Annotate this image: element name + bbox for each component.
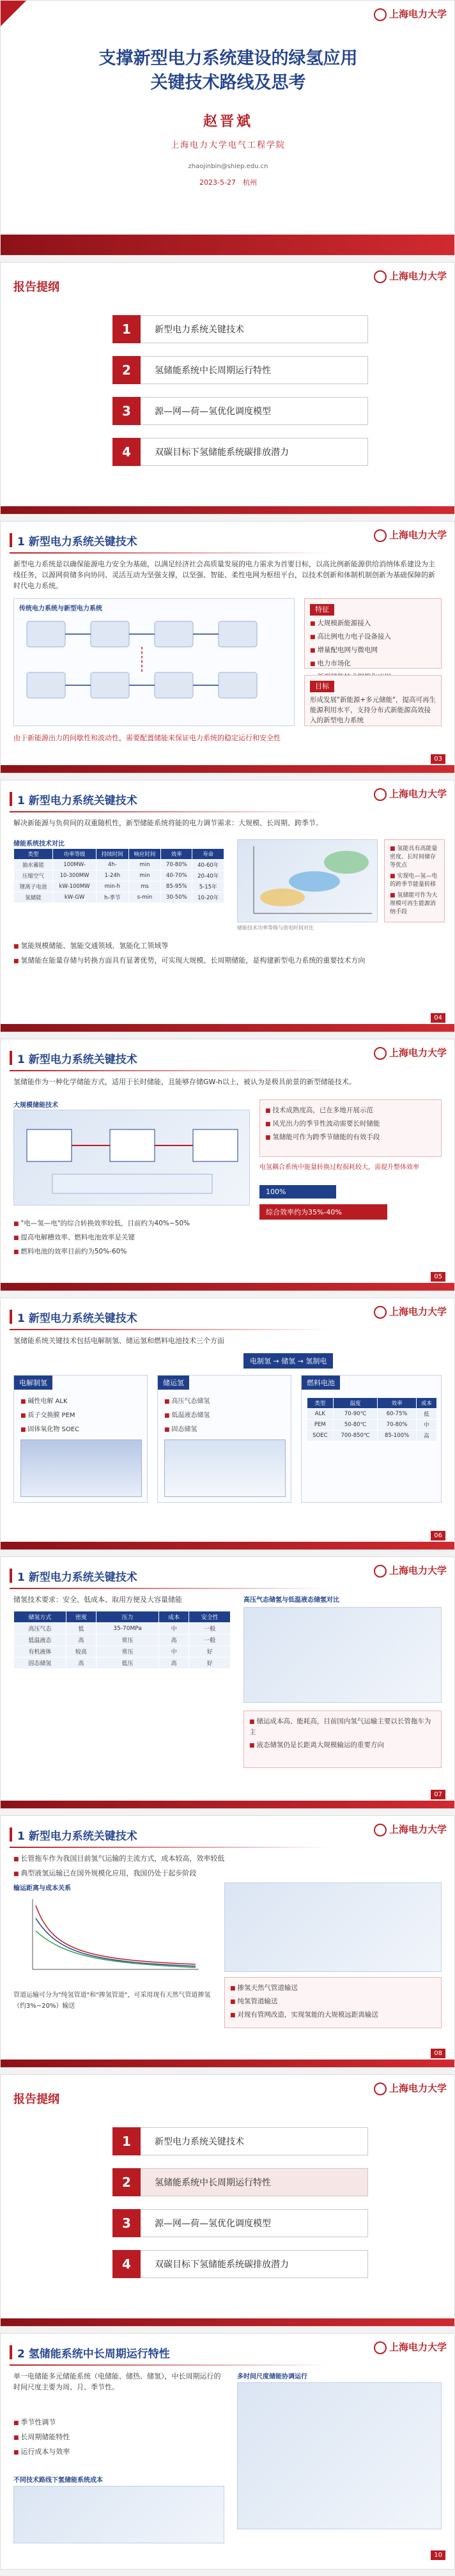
chart-title: 输运距离与成本关系 [13,1885,71,1892]
bottom-band [1,1801,455,1808]
point-item: ■ 氢储能可作为跨季节储能的有效手段 [265,1132,436,1143]
cell: 1-24h [96,871,129,881]
point-item: ■ 高压气态储氢 [164,1396,210,1408]
point-item: ■ 氢能具有高能量密度、长时间储存等优点 [390,845,439,870]
bullet-item: ■ 氢储能在能量存储与转换方面具有显著优势，可实现大规模、长周期储能，是构建新型电力系统的重要技术方向 [13,955,435,967]
table-row [14,1623,231,1634]
cell: 4h- [96,860,129,871]
toc-number: 2 [112,2168,141,2196]
author-name: 赵晋斌 [203,113,253,130]
cell: 85-100% [378,1431,416,1441]
bottom-band [1,235,455,255]
cell: 抽水蓄能 [14,860,53,871]
cell: 60-75% [378,1409,416,1420]
bottom-band [1,2318,455,2326]
cell: 高 [66,1634,96,1646]
point-item: ■ 固体氧化物 SOEC [20,1424,79,1436]
toc-item-3[interactable] [112,2209,368,2237]
page-number: 04 [431,1013,445,1023]
cell: 一般 [189,1623,231,1634]
section-header [10,1050,137,1066]
section-header [10,1826,137,1843]
section-header [10,791,137,807]
bullet-item: ■ 运行成本与效率 [13,2446,224,2458]
feature-item: ■ 电力市场化 [310,658,436,669]
toc-label: 氢储能系统中长周期运行特性 [141,356,368,384]
section-title: 1 新型电力系统关键技术 [17,794,137,807]
header-line [10,552,329,554]
slide-10 [0,2333,455,2570]
table-row [307,1409,437,1420]
toc-label: 氢储能系统中长周期运行特性 [141,2168,368,2196]
goal-text: 形成发展"新能源+多元储能"，提高可再生能源利用水平，支持分布式新能源高效接入的新型电力系统 [310,696,436,724]
intro-bullets [13,1853,442,1882]
seal-icon [374,2341,387,2354]
logo-text: 上海电力大学 [389,2341,447,2353]
cell: min [128,871,161,881]
bullet-item: ■ 氢能规模储能、氢能交通领域、氢能化工领域等 [13,940,435,952]
cell: min-h [96,881,129,892]
fuel-cell-panel [301,1375,442,1503]
section-title: 1 新型电力系统关键技术 [17,535,137,548]
cell: 70-80% [378,1420,416,1431]
logo-text: 上海电力大学 [389,788,447,800]
section-header [10,1567,137,1584]
page-number: 06 [431,1531,445,1540]
cell: 5-15年 [192,881,224,892]
table-row [307,1420,437,1431]
efficiency-bar-full: 100% [259,1185,336,1199]
cell: 高 [158,1634,189,1646]
bottom-band [1,506,455,514]
university-logo [374,1046,447,1060]
toc-number: 3 [112,397,141,425]
header-bar [10,533,12,547]
table-header: 成本 [416,1398,436,1409]
toc-title: 报告提纲 [13,2093,59,2106]
cell: 好 [189,1646,231,1657]
bullet-item: ■ 季节性调节 [13,2417,224,2429]
toc-number: 1 [112,2127,141,2155]
cell: 高 [416,1431,436,1441]
cell: 较高 [66,1646,96,1657]
tank-image [164,1439,286,1497]
right-points-panel [224,1977,442,2028]
bottom-band [1,1283,455,1291]
toc-label: 源—网—荷—氢优化调度模型 [141,2209,368,2237]
university-logo [374,1305,447,1319]
point-item: ■ 纯氢管道输送 [230,1996,436,2007]
electrolyzer-image [20,1439,142,1497]
toc-item-1[interactable] [112,315,368,343]
panel-title: 燃料电池 [302,1376,340,1390]
logo-text: 上海电力大学 [389,8,447,20]
cell: 固态储氢 [14,1657,66,1669]
storage-system-image [13,1110,250,1206]
toc-item-4[interactable] [112,2250,368,2278]
cell: kW-100MW [53,881,96,892]
slide-toc-2 [0,2074,455,2327]
point-item: ■ 掺氢天然气管道输送 [230,1983,436,1994]
table-row [307,1431,437,1441]
toc-label: 双碳目标下氢储能系统碳排放潜力 [141,2250,368,2278]
chart-caption: 储能技术功率等级与放电时间对比 [237,925,314,931]
table-header: 安全性 [189,1611,231,1623]
seal-icon [374,2083,387,2095]
table-header: 响应时间 [128,849,161,860]
slide-03 [0,521,455,773]
seal-icon [374,1306,387,1319]
page-number: 08 [431,2049,445,2058]
cell: 中 [416,1420,436,1431]
chart-note: 管道运输可分为"纯氢管道"和"掺氢管道"，可采用现有天然气管道掺氢（约3%~20%）输送 [13,1992,211,2010]
toc-item-2[interactable] [112,2168,368,2196]
header-line [10,1070,329,1071]
header-bar [10,792,12,806]
point-item: ■ 氢储能可作为大规模可再生能源消纳手段 [390,892,439,917]
panel-title: 电解制氢 [14,1376,52,1390]
university-logo [374,787,447,801]
intro-text: 氢储能系统关键技术包括电解制氢、储运氢和燃料电池技术三个方面 [13,1337,224,1345]
seal-icon [374,788,387,801]
cell: 85-95% [161,881,192,892]
header-line [10,1588,329,1589]
toc-number: 3 [112,2209,141,2237]
table-row [14,892,224,903]
logo-text: 上海电力大学 [389,1565,447,1576]
cell: ms [128,881,161,892]
electrolysis-panel [13,1375,148,1503]
header-bar [10,2345,12,2359]
cell: 70-80% [161,860,192,871]
comparison-title: 高压气态储氢与低温液态储氢对比 [243,1597,339,1604]
logo-text: 上海电力大学 [389,2083,447,2094]
section-title: 1 新型电力系统关键技术 [17,1571,137,1584]
bottom-band [1,1542,455,1549]
table-row [14,871,224,881]
table-header: 压力 [96,1611,159,1623]
bottom-band [1,1024,455,1032]
bottom-note: 由于新能源出力的间歇性和波动性，需要配置储能来保证电力系统的稳定运行和安全性 [13,734,281,742]
bottom-band [1,2060,455,2067]
cell: 40-70% [161,871,192,881]
table-header: 持续时间 [96,849,129,860]
header-bar [10,1569,12,1583]
hydrogen-storage-table [13,1611,231,1669]
cell: ALK [307,1409,334,1420]
table-header: 成本 [158,1611,189,1623]
toc-number: 1 [112,315,141,343]
table-header: 温度 [333,1398,378,1409]
cell: 高压气态 [14,1623,66,1634]
cell: 一般 [189,1634,231,1646]
table-header: 密度 [66,1611,96,1623]
table-title: 储能系统技术对比 [13,841,65,848]
point-item: ■ 质子交换膜 PEM [20,1410,79,1422]
section-header [10,532,137,548]
power-system-diagram [14,612,295,727]
cell: 压缩空气 [14,871,53,881]
cell: 700-850℃ [333,1431,378,1441]
cell: 好 [189,1657,231,1669]
cell: 20-40年 [192,871,224,881]
point-item: ■ 固态储氢 [164,1424,210,1436]
university-logo [374,1563,447,1578]
features-panel [304,598,442,669]
cell: 35-70MPa [96,1623,159,1634]
diagram-title: 多时间尺度储能协调运行 [237,2373,307,2380]
table-header: 寿命 [192,849,224,860]
cell: kW-GW [53,892,96,903]
intro-text: 单一电储能多元储能系统（电储能、储热、储氢），中长周期运行的时间尺度主要为周、月、季节性。 [13,2372,221,2391]
seal-icon [374,1824,387,1836]
bullet-item: ■ 提高电解槽效率、燃料电池效率是关键 [13,1232,250,1244]
cell: 中 [158,1623,189,1634]
cell: 常压 [96,1634,159,1646]
goal-tag: 目标 [310,681,334,692]
cell: 40-60年 [192,860,224,871]
feature-item: ■ 增量配电网与微电网 [310,645,436,656]
point-item: ■ 碱性电解 ALK [20,1396,79,1408]
date-location: 2023-5-27 杭州 [199,178,257,187]
cell: 70-90℃ [333,1409,378,1420]
seal-icon [374,1565,387,1578]
section-header [10,2344,170,2361]
cell: 50-80℃ [333,1420,378,1431]
section-header [10,1308,137,1325]
cell: 低 [416,1409,436,1420]
efficiency-bar-result: 综合效率约为35%-40% [259,1204,387,1220]
toc-number: 2 [112,356,141,384]
header-line [10,2364,329,2366]
electrolyzer-table [307,1397,437,1441]
feature-item: ■ 大规模新能源接入 [310,618,436,629]
seal-icon [374,8,387,21]
table-header: 效率 [161,849,192,860]
title-line-1: 支撑新型电力系统建设的绿氢应用 [98,49,358,68]
right-points-panel [259,1099,442,1157]
right-points-panel [384,839,445,922]
bullet-item: ■ 典型液氢运输已在国外规模化应用，我国仍处于起步阶段 [13,1868,442,1880]
intro-text: 储氢技术要求：安全、低成本、取用方便及大容量储能 [13,1595,182,1604]
cell: 100MW- [53,860,96,871]
cell: 10-20年 [192,892,224,903]
table-header: 类型 [307,1398,334,1409]
header-line [10,1329,329,1330]
header-bar [10,1051,12,1065]
table-row [14,1657,231,1669]
seal-icon [374,529,387,542]
left-bullets [13,2417,224,2461]
section-title: 1 新型电力系统关键技术 [17,1829,137,1843]
multi-timescale-diagram [237,2382,442,2529]
table-title: 不同技术路线下氢储能系统成本 [13,2477,103,2484]
point-item: ■ 储运成本高、能耗高，目前国内氢气运输主要以长管拖车为主 [249,1716,436,1737]
page-number: 07 [431,1790,445,1799]
cell: s-min [128,892,161,903]
logo-text: 上海电力大学 [389,1306,447,1317]
table-header: 类型 [14,849,53,860]
cell: 氢储能 [14,892,53,903]
slide-06 [0,1298,455,1550]
presentation-title [1,47,455,95]
tech-chain-badge: 电制氢 → 储氢 → 氢制电 [243,1353,333,1369]
cell: 锂离子电池 [14,881,53,892]
table-row [14,1646,231,1657]
header-line [10,1847,329,1848]
goal-panel [304,675,442,726]
storage-transport-panel [157,1375,291,1503]
toc-label: 源—网—荷—氢优化调度模型 [141,397,368,425]
university-logo [374,2081,447,2095]
email: zhaojinbin@shiep.edu.cn [188,163,268,170]
header-line [10,811,329,812]
logo-text: 上海电力大学 [389,529,447,541]
slide-07 [0,1556,455,1809]
toc-item-4[interactable] [112,438,368,466]
cell: 低压 [96,1657,159,1669]
cell: 低温液态 [14,1634,66,1646]
section-title: 2 氢储能系统中长周期运行特性 [17,2347,170,2361]
cell: SOEC [307,1431,334,1441]
red-points-panel [243,1711,442,1768]
diagram-title: 传统电力系统与新型电力系统 [19,605,102,612]
university-logo [374,7,447,21]
efficiency-note: 电氢耦合系统中能量转换过程损耗较大，需提升整体效率 [259,1164,419,1171]
diagram-title: 大规模储能技术 [13,1102,58,1109]
table-row [14,881,224,892]
seal-icon [374,1047,387,1060]
point-item: ■ 实现电—氢—电的跨季节能量转移 [390,873,439,889]
storage-chart [238,840,378,923]
cell: 30-50% [161,892,192,903]
bullet-item: ■ 燃料电池的效率目前约为50%-60% [13,1246,250,1258]
title-line-2: 关键技术路线及思考 [150,73,306,93]
cell: 低 [66,1623,96,1634]
intro-text: 氢储能作为一种化学储能方式，适用于长时储能，且能够存储GW-h以上，被认为是极具前景的新型储能技术。 [13,1078,356,1086]
affiliation: 上海电力大学电气工程学院 [170,141,286,150]
university-logo [374,1822,447,1836]
panel-title: 储运氢 [158,1376,189,1390]
bottom-bullets [13,1218,250,1261]
header-bar [10,1310,12,1324]
cell: 高 [66,1657,96,1669]
cell: h-季节 [96,892,129,903]
logo-text: 上海电力大学 [389,1824,447,1835]
cost-table-image [13,2486,224,2543]
toc-label: 双碳目标下氢储能系统碳排放潜力 [141,438,368,466]
storage-table [13,848,224,903]
cost-distance-chart [13,1893,205,1982]
intro-text: 新型电力系统是以确保能源电力安全为基础，以满足经济社会高质量发展的电力需求为首要目标，以高比例新能源供给消纳体系建设为主线任务，以源网荷储多向协同、灵活互动为坚强支撑，以坚强、智能、柔性电网为枢纽平台，以技术创新和体制机制创新为基础保障的新时代电力系统。 [13,560,435,590]
university-logo [374,2340,447,2354]
page-number: 05 [431,1272,445,1282]
feature-item: ■ 高比例电力电子设备接入 [310,632,436,642]
page-number: 10 [431,2550,445,2560]
table-header: 效率 [378,1398,416,1409]
features-list [310,618,436,683]
slide-title [0,0,455,256]
university-logo [374,269,447,283]
toc-number: 4 [112,2250,141,2278]
features-tag: 特征 [310,604,334,616]
slide-05 [0,1039,455,1291]
slide-04 [0,780,455,1032]
intro-text: 解决新能源与负荷间的双重随机性，新型储能系统将能的电力调节需求：大规模、长周期、跨季节。 [13,819,323,827]
toc-item-3[interactable] [112,397,368,425]
corner-decoration [1,1,26,26]
bullet-item: ■ "电—氢—电"的综合转换效率较低，目前约为40%~50% [13,1218,250,1230]
toc-number: 4 [112,438,141,466]
toc-label: 新型电力系统关键技术 [141,2127,368,2155]
toc-item-2[interactable] [112,356,368,384]
university-logo [374,528,447,542]
table-row [14,1634,231,1646]
point-item: ■ 风光出力的季节性波动需要长时储能 [265,1119,436,1129]
comparison-image [243,1607,442,1703]
table-header: 储氢方式 [14,1611,66,1623]
cell: 有机液体 [14,1646,66,1657]
slide-08 [0,1815,455,2068]
point-item: ■ 对现有管网改造，实现氢能的大规模远距离输送 [230,2010,436,2021]
table-header: 功率等级 [53,849,96,860]
storage-chart-image [237,839,378,922]
cell: 高 [158,1657,189,1669]
cell: 10-300MW [53,871,96,881]
logo-text: 上海电力大学 [389,270,447,282]
storage-system-diagram [14,1110,251,1206]
point-item: ■ 低温液态储氢 [164,1410,210,1422]
cell: min [128,860,161,871]
cell: 常压 [96,1646,159,1657]
seal-icon [374,270,387,283]
point-item: ■ 液态储氢仍是长距离大规模输运的重要方向 [249,1740,436,1751]
cell: PEM [307,1420,334,1431]
section-title: 1 新型电力系统关键技术 [17,1312,137,1325]
bottom-band [1,765,455,773]
toc-title: 报告提纲 [13,281,59,294]
toc-label: 新型电力系统关键技术 [141,315,368,343]
bottom-bullets [13,940,435,970]
page-number: 03 [431,754,445,764]
bullet-item: ■ 长管拖车作为我国目前氢气运输的主流方式，成本较高，效率较低 [13,1853,442,1865]
logo-text: 上海电力大学 [389,1047,447,1059]
toc-item-1[interactable] [112,2127,368,2155]
point-item: ■ 技术成熟度高，已在多地开展示范 [265,1105,436,1116]
pipeline-image [224,1882,442,1972]
header-bar [10,1827,12,1842]
slide-toc [0,262,455,515]
table-row [14,860,224,871]
diagram-panel [13,598,295,726]
cell: 中 [158,1646,189,1657]
bullet-item: ■ 长周期储能特性 [13,2432,224,2444]
section-title: 1 新型电力系统关键技术 [17,1053,137,1066]
